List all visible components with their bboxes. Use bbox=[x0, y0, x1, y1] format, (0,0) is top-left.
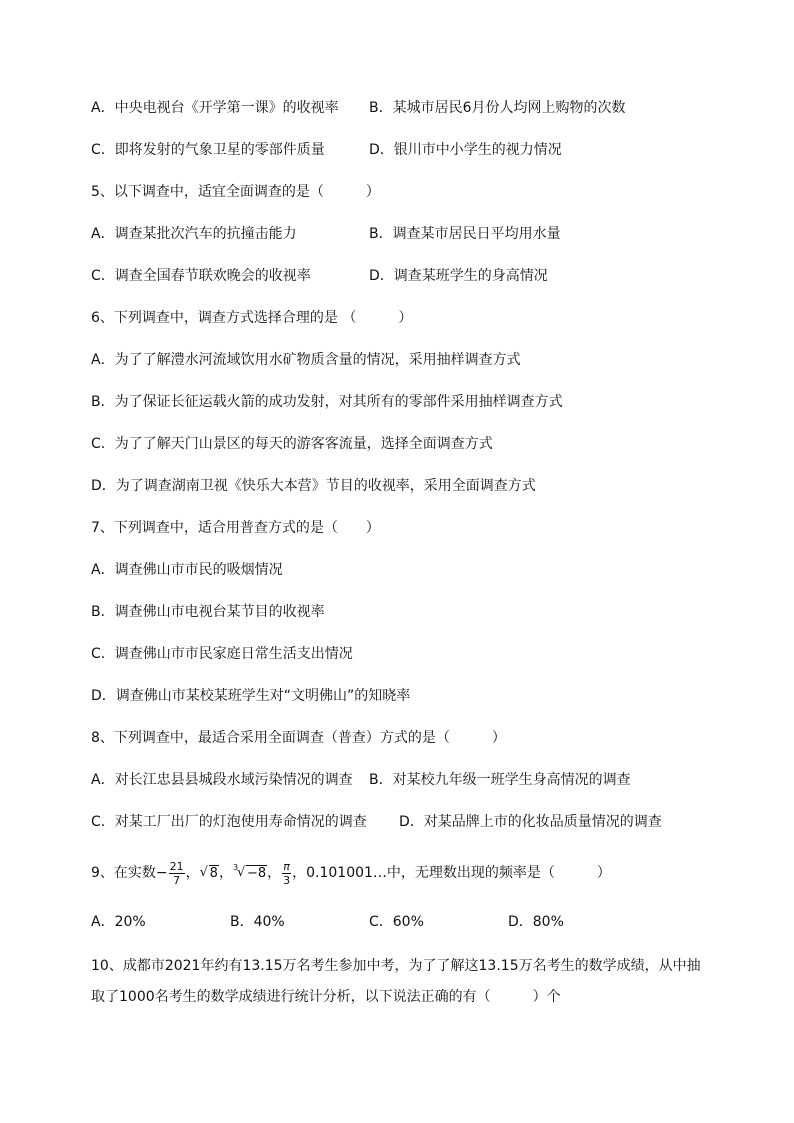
q5-stem: 5、以下调查中，适宜全面调查的是（ ） bbox=[91, 184, 380, 200]
q6-option-d: D．为了调查湖南卫视《快乐大本营》节目的收视率，采用全面调查方式 bbox=[91, 478, 536, 494]
q10-stem-line-2: 取了1000名考生的数学成绩进行统计分析，以下说法正确的有（ ）个 bbox=[91, 989, 561, 1005]
q9-sqrt bbox=[200, 859, 219, 889]
q4-option-b: B．某城市居民6月份人均网上购物的次数 bbox=[369, 100, 626, 116]
q8-stem: 8、下列调查中，最适合采用全面调查（普查）方式的是（ ） bbox=[91, 730, 506, 746]
q9-option-a: A．20% bbox=[91, 914, 146, 930]
radical-sign-icon: √ bbox=[199, 865, 208, 880]
q8-option-d: D．对某品牌上市的化妆品质量情况的调查 bbox=[399, 814, 662, 830]
q9-sep-1: ， bbox=[185, 865, 200, 881]
q9-frac2-numerator: π bbox=[283, 859, 290, 873]
q5-option-d: D．调查某班学生的身高情况 bbox=[369, 268, 548, 284]
q9-option-c: C．60% bbox=[369, 914, 424, 930]
q9-frac1-numerator: 21 bbox=[169, 859, 184, 873]
cube-root-sign-icon: √ bbox=[236, 865, 246, 880]
q5-option-c: C．调查全国春节联欢晚会的收视率 bbox=[91, 268, 311, 284]
q7-option-a: A．调查佛山市市民的吸烟情况 bbox=[91, 562, 283, 578]
q9-cbrt bbox=[232, 859, 267, 889]
q9-frac2-denominator: 3 bbox=[283, 873, 291, 887]
q9-sqrt-arg: 8 bbox=[209, 866, 218, 881]
q10-stem-line-1: 10、成都市2021年约有13.15万名考生参加中考，为了了解这13.15万名考生的数学成绩，从中抽 bbox=[91, 958, 701, 974]
q9-sep-3: ， bbox=[267, 865, 282, 881]
q4-option-c: C．即将发射的气象卫星的零部件质量 bbox=[91, 142, 325, 158]
q8-option-b: B．对某校九年级一班学生身高情况的调查 bbox=[369, 772, 631, 788]
q9-sep-2: ， bbox=[218, 865, 233, 881]
q9-suffix: 中，无理数出现的频率是（ ） bbox=[386, 865, 611, 881]
q5-option-b: B．调查某市居民日平均用水量 bbox=[369, 226, 561, 242]
q8-option-a: A．对长江忠县县城段水域污染情况的调查 bbox=[91, 772, 353, 788]
q9-frac1-denominator: 7 bbox=[173, 873, 181, 887]
q9-cbrt-arg: −8 bbox=[246, 866, 267, 881]
q5-option-a: A．调查某批次汽车的抗撞击能力 bbox=[91, 226, 297, 242]
q7-option-d: D．调查佛山市某校某班学生对“文明佛山”的知晓率 bbox=[91, 688, 411, 704]
q8-option-c: C．对某工厂出厂的灯泡使用寿命情况的调查 bbox=[91, 814, 367, 830]
q9-fraction-21-7 bbox=[169, 860, 185, 887]
q9-prefix: 9、在实数 bbox=[91, 865, 156, 881]
q6-option-c: C．为了了解天门山景区的每天的游客客流量，选择全面调查方式 bbox=[91, 436, 493, 452]
q7-option-b: B．调查佛山市电视台某节目的收视率 bbox=[91, 604, 325, 620]
q9-option-d: D．80% bbox=[508, 914, 564, 930]
q9-cbrt-index: 3 bbox=[232, 863, 239, 872]
q9-fraction-pi-3 bbox=[282, 860, 291, 887]
q7-option-c: C．调查佛山市市民家庭日常生活支出情况 bbox=[91, 646, 353, 662]
q9-option-b: B．40% bbox=[230, 914, 285, 930]
q7-stem: 7、下列调查中，适合用普查方式的是（ ） bbox=[91, 520, 380, 536]
q9-minus: − bbox=[155, 865, 168, 881]
q6-stem: 6、下列调查中，调查方式选择合理的是 （ ） bbox=[91, 310, 413, 326]
q4-option-d: D．银川市中小学生的视力情况 bbox=[369, 142, 562, 158]
q6-option-a: A．为了了解澧水河流域饮用水矿物质含量的情况，采用抽样调查方式 bbox=[91, 352, 521, 368]
q4-option-a: A．中央电视台《开学第一课》的收视率 bbox=[91, 100, 339, 116]
q9-decimal: 0.101001… bbox=[306, 865, 387, 881]
q9-sep-4: ， bbox=[292, 865, 307, 881]
q6-option-b: B．为了保证长征运载火箭的成功发射，对其所有的零部件采用抽样调查方式 bbox=[91, 394, 563, 410]
q9-stem bbox=[91, 858, 611, 888]
